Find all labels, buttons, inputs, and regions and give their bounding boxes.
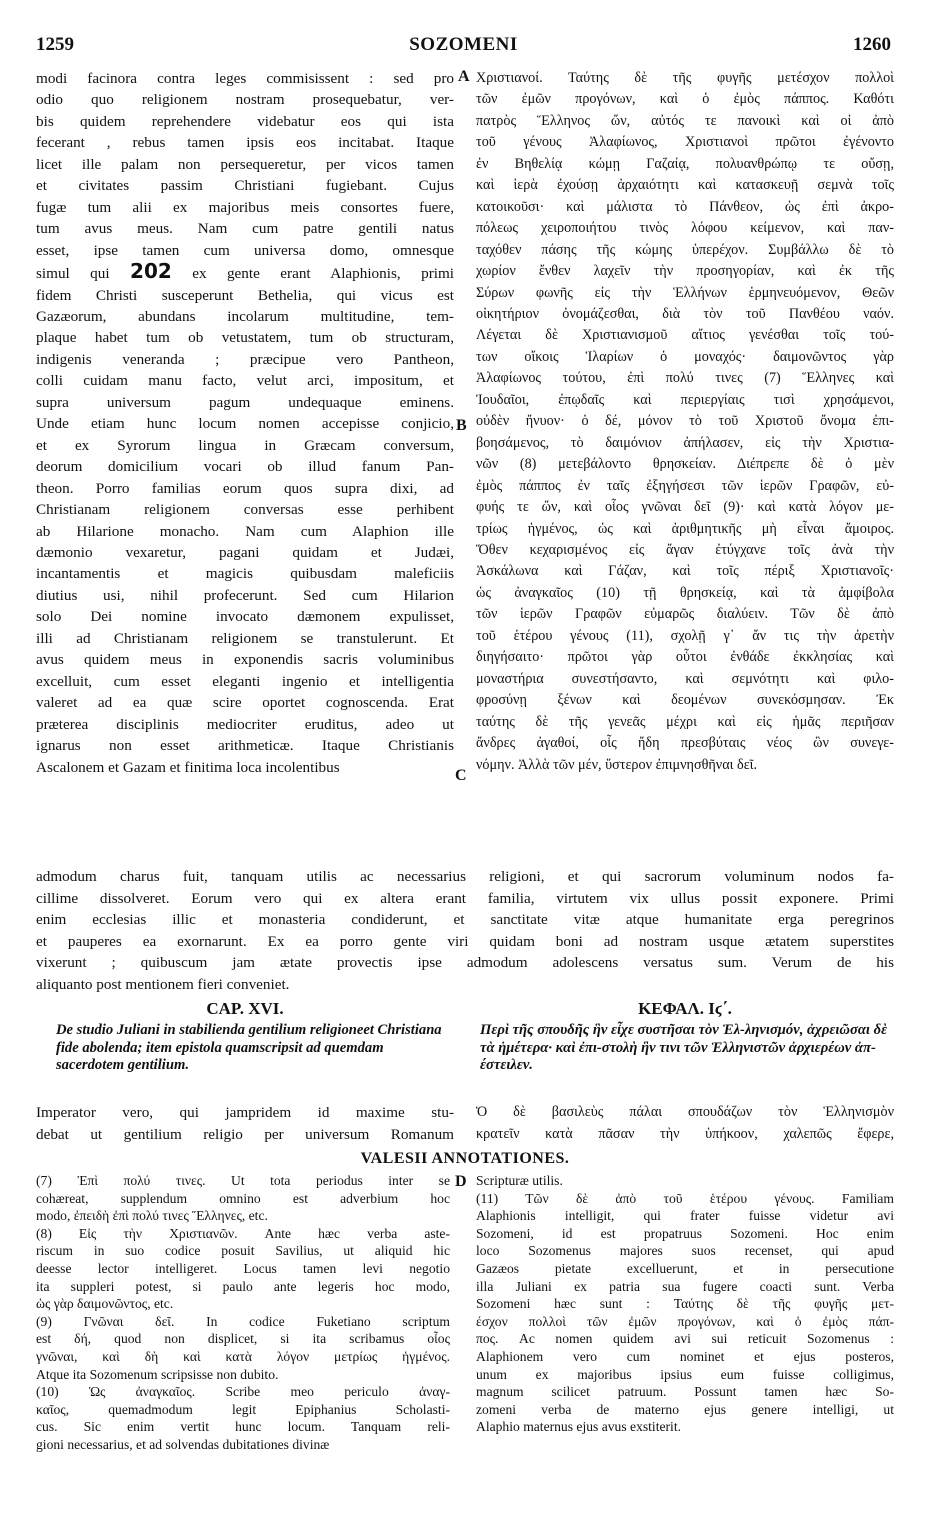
latin-line: ab Hilarione monacho. Nam cum Alaphion ille [36, 522, 454, 540]
latin-line: supra universum pagum undequaque eminens. [36, 393, 454, 411]
full-width-line: enim ecclesias illic et monasteria condiderunt, et sanctitate vitæ atque humanitate erga peregrinos [36, 911, 894, 929]
latin-line: plaque habet tum ob vetustatem, tum ob structuram, [36, 329, 454, 347]
greek-line: πόλεως χειροποιήτου τινὸς λόφου κείμενον, καὶ παν- [476, 220, 894, 237]
latin-line: indigenis veneranda ; præcipue vero Pantheon, [36, 350, 454, 368]
annotation-line: deesse lector intelligeret. Locus tamen levi negotio [36, 1260, 450, 1276]
annotation-line: πος. Ac nomen quidem avi sui reticuit Sozomenus : [476, 1331, 894, 1347]
latin-line: Gazæorum, abundans incolarum multitudine, tem- [36, 307, 454, 325]
full-width-line: aliquanto post mentionem fieri conveniet. [36, 975, 290, 993]
annotation-line: Sozomeni hæc sunt : Ταύτης δὲ τῆς φυγῆς μετ- [476, 1296, 894, 1312]
annotations-title: VALESII ANNOTATIONES. [360, 1150, 570, 1167]
greek-line: Ἀλαφίωνος τούτου, ἐπὶ πολύ τινες (7) Ἕλληνες καὶ [476, 370, 894, 387]
chapter-summary-line: De studio Juliani in stabilienda gentilium religione [56, 1022, 364, 1038]
latin-line: fugæ tum alii ex majoribus meis consortes fuere, [36, 198, 454, 216]
annotation-line: καῖος, quemadmodum legit Epiphanius Scholasti- [36, 1401, 450, 1417]
greek-line: φροσύνῃ ξένων καὶ δεομένων συνεκόσμησαν. Ἐκ [476, 692, 894, 709]
column-marker-d: D [455, 1173, 467, 1190]
greek-line: νῶν (8) μετεβάλοντο θρησκείαν. Διέπρεπε δὲ ὁ μὲν [476, 456, 894, 473]
greek-line: των οἴκοις Ἱλαρίων ὁ μοναχός· δαιμονῶντος γὰρ [476, 348, 894, 365]
latin-line: bis quidem reprehendere videbatur eos qui ista [36, 112, 454, 130]
annotation-line: illa Juliani ex patria sua fugere coacti sunt. Verba [476, 1278, 894, 1294]
greek-line: τρίως ἡγμένος, ὡς καὶ ἀριθμητικῆς μὴ εἶναι ἄμοιρος. [476, 520, 894, 537]
latin-line: colli cuidam manu facto, velut arci, impositum, et [36, 372, 454, 390]
greek-line: ἐμὸς πάππος ἐν ταῖς ἐξηγήσεσι τῶν ἱερῶν Γραφῶν, εὐ- [476, 477, 894, 494]
annotation-line: Alaphionem vero cum nominet et ejus posteros, [476, 1348, 894, 1364]
latin-line: esset, ipse tamen cum universa domo, omnesque [36, 241, 454, 259]
annotation-line: est δή, quod non displicet, si ita scribamus οἷος [36, 1331, 450, 1347]
annotation-line: (8) Εἰς τὴν Χριστιανῶν. Ante hæc verba aste- [36, 1225, 450, 1241]
greek-line: χωρίον ἔνθεν λαχεῖν τὴν προσηγορίαν, καὶ ἐκ τῆς [476, 263, 894, 280]
latin-line: avus quidem meus in exponendis sacris voluminibus [36, 651, 454, 669]
annotation-line: cohæreat, supplendum omnino est adverbium hoc [36, 1190, 450, 1206]
greek-line: τῶν ἐμῶν προγόνων, καὶ ὁ ἐμὸς πάππος. Καθότι [476, 91, 894, 108]
chapter-body-line: Imperator vero, qui jampridem id maxime stu- [36, 1104, 454, 1121]
annotation-line: magnum scilicet patruum. Possunt tamen hæc So- [476, 1384, 894, 1400]
latin-line: solo Dei nomine invocato dæmonem expulisset, [36, 608, 454, 626]
page-number-right: 1260 [853, 34, 891, 55]
chapter-summary-line: Περὶ τῆς σπουδῆς ἣν εἶχε συστῆσαι τὸν Ἑλ- [480, 1022, 745, 1038]
full-width-line: cillime dissolveret. Eorum vero qui ex altera erant familia, virtutem vix ullus possit exponere. Primi [36, 889, 894, 907]
greek-text-column [476, 68, 894, 776]
page-number-left: 1259 [36, 34, 74, 55]
annotation-line: (11) Τῶν δὲ ἀπὸ τοῦ ἑτέρου γένους. Familiam [476, 1190, 894, 1206]
greek-line: Λέγεται δὲ Χριστιανισμοῦ αἴτιος γενέσθαι τοῖς τού- [476, 327, 894, 344]
annotation-line: ὡς γὰρ δαιμονῶντος, etc. [36, 1296, 174, 1312]
greek-line: οἰκητήριον ὀνομάζεσθαι, διὰ τὸν τοῦ Πανθέου ναόν. [476, 305, 894, 322]
chapter-summary-greek [480, 1022, 894, 1075]
latin-line: deorum domicilium vocari ob illud fanum Pan- [36, 458, 454, 476]
chapter-body-line: κρατεῖν κατὰ πᾶσαν τὴν ὑπήκοον, χαλεπῶς ἔφερε, [476, 1125, 894, 1142]
latin-line: et civitates passim Christiani fugiebant. Cujus [36, 177, 454, 195]
greek-line: τῶν ἱερῶν Γραφῶν εὐμαρῶς διαλύειν. Τῶν δὲ ἀπὸ [476, 606, 894, 623]
page-header [36, 34, 891, 60]
chapter-summary-line: έστειλεν. [480, 1057, 533, 1073]
annotation-line: (10) Ὡς ἀναγκαῖος. Scribe meo periculo ἀναγ- [36, 1384, 450, 1400]
full-width-line: et pauperes ea exornarunt. Ex ea porro gente viri quidam boni ad nostram usque ætatem superstites [36, 932, 894, 950]
annotations-left-column [36, 1172, 450, 1454]
greek-line: διηγήσαιτο· πρῶτοι γὰρ οὗτοι ἐνθάδε ἐκκλησίας καὶ [476, 649, 894, 666]
latin-line: excelluit, cum esset eleganti ingenio et intelligentia [36, 672, 454, 690]
greek-line: πατρὸς Ἕλληνος ὤν, αὐτός τε πανοικὶ καὶ οἱ ἀπὸ [476, 112, 894, 129]
chapter-body-greek [476, 1102, 894, 1145]
greek-line: Ἀσκάλωνα καὶ Γάζαν, καὶ τοῖς πέριξ Χριστιανοῖς· [476, 563, 894, 580]
latin-line: licet ille palam non persequeretur, per vicos tamen [36, 155, 454, 173]
greek-line: Ἰουδαῖοι, ἐπῳδαῖς καὶ περιεργίαις τισὶ χρησάμενοι, [476, 391, 894, 408]
latin-line: Unde etiam hunc locum nomen accepisse conjicio, [36, 415, 454, 433]
chapter-summary-latin [56, 1022, 454, 1075]
latin-line: theon. Porro familias eorum quos supra dixi, ad [36, 479, 454, 497]
annotation-line: Alaphio maternus ejus avus exstiterit. [476, 1419, 681, 1435]
latin-line: fidem Christi susceperunt Bethelia, qui vicus est [36, 286, 454, 304]
annotation-line: riscum in suo codice posuit Savilius, ut aliquid hic [36, 1243, 450, 1259]
annotation-line: zomeni verba de materno ejus genere intelligi, ut [476, 1401, 894, 1417]
greek-line: μοναστήρια συνεστήσαντο, καὶ σεμνότητι καὶ φιλο- [476, 670, 894, 687]
full-width-paragraph [36, 866, 894, 996]
annotation-line: loco Sozomenus majores suos recenset, qui apud [476, 1243, 894, 1259]
latin-line: simul qui 202 ex gente erant Alaphionis, primi [36, 261, 454, 284]
chapter-body-latin [36, 1102, 454, 1145]
column-marker-b: B [456, 417, 467, 434]
latin-line: odio quo religionem nostram prosequebatur, ver- [36, 91, 454, 109]
column-marker-a: A [458, 68, 470, 85]
annotation-line: Scripturæ utilis. [476, 1173, 563, 1188]
annotation-line: modo, ἐπειδὴ ἐπὶ πολύ τινες Ἕλληνες, etc. [36, 1208, 268, 1224]
chapter-title-greek: ΚΕΦΑΛ. Ιϛ΄. [638, 999, 732, 1018]
annotation-line: Alaphionis intelligit, qui frater fuisse videtur avi [476, 1208, 894, 1224]
chapter-summary-line: scripsit ad quemdam sacerdotem gentilium. [56, 1039, 384, 1073]
annotation-line: Sozomeni, id est propatruus Sozomeni. Hoc enim [476, 1225, 894, 1241]
chapter-title-latin: CAP. XVI. [206, 999, 284, 1018]
greek-line: Σύρων φωνῆς εἰς τὴν Ἑλλήνων ἑρμηνευόμενον, Θεῶν [476, 284, 894, 301]
latin-line: Christianam religionem conversas esse perhibent [36, 501, 454, 519]
latin-line: et ex Syrorum lingua in Græcam conversum, [36, 436, 454, 454]
column-marker-c: C [455, 767, 467, 784]
greek-line: ὡς ἀναγκαῖος (10) τῇ θρησκείᾳ, καὶ τὰ ἀμφίβολα [476, 584, 894, 601]
greek-line: νόμην. Ἀλλὰ τῶν μέν, ὕστερον ἐπιμνησθῆναι δεῖ. [476, 756, 758, 773]
latin-line: dæmonio vexaretur, pagani quidam et Judæi, [36, 543, 454, 561]
full-width-line: admodum charus fuit, tanquam utilis ac necessarius religioni, et qui sacrorum voluminum nodos fa- [36, 868, 894, 885]
annotation-line: gioni necessarius, et ad solvendas dubitationes divinæ [36, 1436, 330, 1452]
chapter-body-line: debat ut gentilium religio per universum Romanum [36, 1125, 454, 1143]
latin-line: Ascalonem et Gazam et finitima loca incolentibus [36, 758, 340, 776]
chapter-summary-line: et Christiana fide abolenda; item epistola quam [56, 1022, 442, 1056]
greek-line: καὶ ἱερὰ ἐχούσῃ ἀρχαιότητι καὶ κατασκευῇ σεμνὰ τοῖς [476, 177, 894, 194]
greek-line: τοῦ γένους Ἀλαφίωνος, Χριστιανοὶ πρῶτοι ἐγένοντο [476, 134, 894, 151]
greek-line: φυής τε ὤν, καὶ οἷος γνῶναι δεῖ (9)· καὶ κατὰ λόγον με- [476, 499, 894, 516]
latin-line: incantamentis et magicis quibusdam maleficiis [36, 565, 454, 583]
greek-line: κατοικοῦσι· καὶ μάλιστα τὸ Πάνθεον, ὡς ἐπὶ ἀκρο- [476, 198, 894, 215]
annotations-right-column [476, 1172, 894, 1436]
annotation-line: cus. Sic enim vertit hunc locum. Tanquam reli- [36, 1419, 450, 1435]
running-title: SOZOMENI [409, 34, 518, 55]
full-width-line: vixerunt ; quibuscum jam ætate provectis ipse admodum adolescens versatus sum. Verum de his [36, 954, 894, 972]
greek-line: ταύτης δὲ τῆς γενεᾶς μέχρι καὶ εἰς ἡμᾶς περιῆσαν [476, 713, 894, 730]
greek-line: ταχόθεν πάσης τῆς κώμης ὑπερέχον. Συμβάλλω δὲ τὸ [476, 241, 894, 258]
greek-line: βοησάμενος, τὸ δαιμόνιον ἀπήλασεν, εἰς τὴν Χριστια- [476, 434, 894, 451]
latin-line: diutius usi, nihil profecerunt. Sed cum Hilarion [36, 586, 454, 604]
annotation-line: ita suppleri potest, si paulo ante legeris hoc modo, [36, 1278, 450, 1294]
latin-line: tum avus meus. Nam cum patre gentili natus [36, 220, 454, 238]
chapter-summary-line: ληνισμόν, ἀχρειῶσαι δὲ τὰ ἡμέτερα· καὶ ἐπι- [480, 1022, 888, 1056]
latin-line: modi facinora contra leges commisissent : sed pro [36, 70, 454, 87]
latin-line: fecerant , rebus tamen ipsis eos incitabat. Itaque [36, 134, 454, 152]
greek-line: ἐν Βηθελίᾳ κώμῃ Γαζαίᾳ, πολυανθρώπῳ τε οὔσῃ, [476, 155, 894, 172]
annotation-line: (7) Ἐπὶ πολύ τινες. Ut tota periodus inter se [36, 1173, 450, 1188]
annotation-line: Gazæos pietate excelluerunt, et in persecutione [476, 1260, 894, 1276]
annotation-line: έσχον πολλοὶ τῶν ἐμῶν προγόνων, καὶ ὁ ἐμὸς πάπ- [476, 1313, 894, 1329]
latin-text-column [36, 68, 454, 778]
annotation-line: γνῶναι, καὶ δὴ καὶ κατὰ λόγον μετρίως ἡγμένος. [36, 1348, 450, 1364]
greek-line: Ὅθεν κεχαρισμένος εἰς ἄγαν ἐτύγχανε τοῖς ἀνὰ τὴν [476, 541, 894, 558]
annotation-line: unum ex majoribus ipsius eum fuisse colligimus, [476, 1366, 894, 1382]
chapter-body-line: Ὁ δὲ βασιλεὺς πάλαι σπουδάζων τὸν Ἑλληνισμὸν [476, 1104, 894, 1120]
latin-line: præterea disciplinis mediocriter eruditus, adeo ut [36, 715, 454, 733]
annotation-line: Atque ita Sozomenum scripsisse non dubito. [36, 1366, 279, 1382]
latin-line: illi ad Christianam religionem se transtulerunt. Et [36, 629, 454, 647]
greek-line: οὐδὲν ἤνυον· ὁ δέ, μόνον τὸ τοῦ Χριστοῦ ὄνομα ἐπι- [476, 413, 894, 430]
greek-line: ἄνδρες ἀγαθοί, οἷς ἤδη πρεσβύταις νέος ὢν συνεγε- [476, 735, 894, 752]
latin-line: ignarus non esset arithmeticæ. Itaque Christianis [36, 737, 454, 755]
marginal-number: 202 [130, 261, 172, 284]
greek-line: τοῦ ἑτέρου γένους (11), σχολῇ γ᾽ ἄν τις τὴν ἀρετὴν [476, 627, 894, 644]
chapter-summary-line: στολὴ ἣν τινι τῶν Ἑλληνιστῶν ἀρχιερέων ἀπ- [601, 1039, 876, 1056]
latin-line: valeret ad ea quæ scire oportet cognoscenda. Erat [36, 694, 454, 712]
annotation-line: (9) Γνῶναι δεῖ. In codice Fuketiano scriptum [36, 1313, 450, 1329]
greek-line: Χριστιανοί. Ταύτης δὲ τῆς φυγῆς μετέσχον πολλοὶ [476, 70, 894, 86]
